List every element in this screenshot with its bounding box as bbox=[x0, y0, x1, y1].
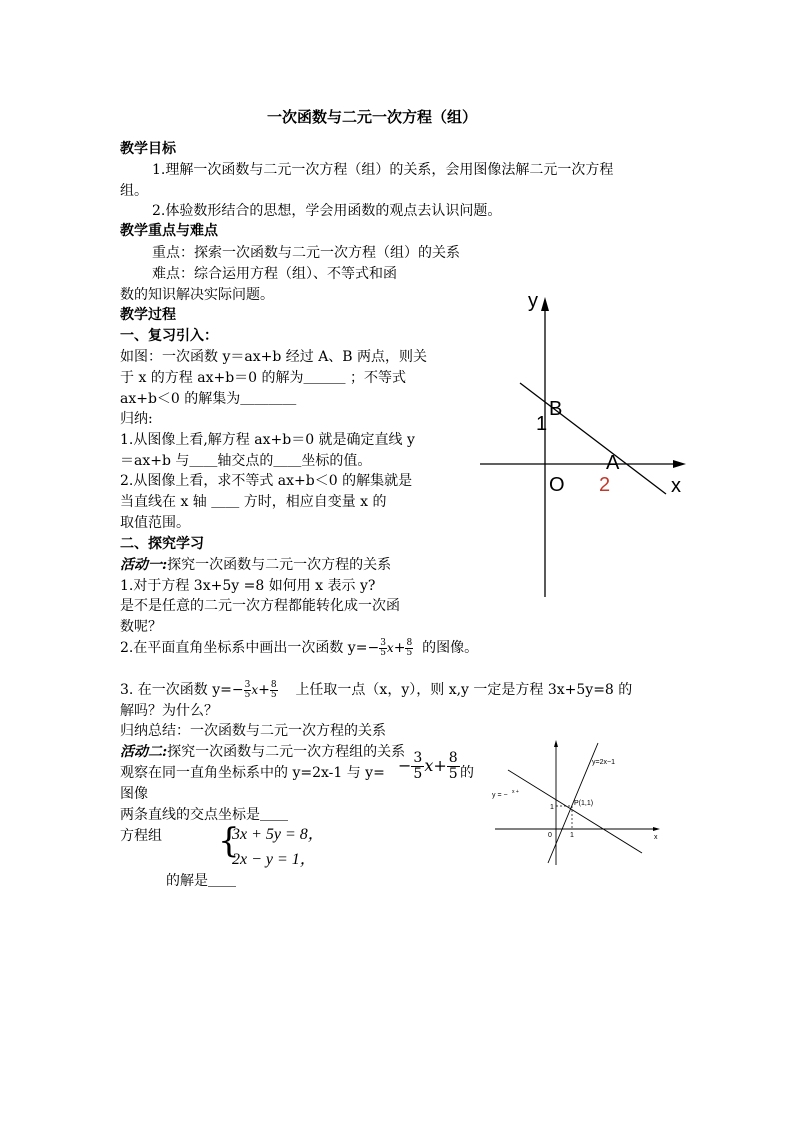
formula-fraction-8-5: $\frac{8}{5}$ bbox=[406, 637, 413, 658]
part1-heading: 一、复习引入： bbox=[120, 328, 218, 344]
keypoints-heading: 教学重点与难点 bbox=[120, 223, 218, 239]
summary-label: 归纳: bbox=[120, 411, 153, 427]
activity-2-label: 活动二: bbox=[120, 744, 168, 760]
question-1-b: 是不是任意的二元一次方程都能转化成一次函 bbox=[120, 598, 400, 614]
goals-heading: 教学目标 bbox=[120, 141, 176, 157]
difficult-point: 难点：综合运用方程（组）、不等式和函 bbox=[152, 266, 397, 282]
review-line-2: 于 x 的方程 ax+b＝0 的解为＿＿＿ ；不等式 bbox=[120, 370, 406, 386]
svg-text:x +: x + bbox=[512, 789, 519, 795]
tick-two-label: 2 bbox=[599, 474, 611, 496]
label-line-1: y=2x−1 bbox=[592, 759, 615, 766]
formula-fraction-8-5: $\frac{8}{5}$ bbox=[270, 679, 277, 700]
linear-graph-2 bbox=[490, 735, 665, 870]
question-2-text: 2.在平面直角坐标系中画出一次函数 y= bbox=[120, 640, 368, 656]
y-axis-arrow bbox=[541, 297, 549, 311]
tick-y-one: 1 bbox=[550, 804, 554, 811]
question-3-tail: 上任取一点（x，y），则 x,y 一定是方程 3x+5y=8 的 bbox=[295, 682, 633, 698]
part2-heading: 二、探究学习 bbox=[120, 536, 204, 552]
point-a-label: A bbox=[606, 452, 620, 474]
summary-2-cont2: 取值范围。 bbox=[120, 515, 190, 531]
question-1-c: 数呢？ bbox=[120, 619, 162, 635]
observe-line: 观察在同一直角坐标系中的 y=2x-1 与 y= bbox=[120, 765, 385, 781]
question-3-text: 3. 在一次函数 y= bbox=[120, 682, 232, 698]
summary-1-cont: ＝ax+b 与＿＿轴交点的＿＿坐标的值。 bbox=[120, 453, 372, 469]
activity-2-text: 探究一次函数与二元一次方程组的关系 bbox=[167, 744, 406, 760]
difficult-point-cont: 数的知识解决实际问题。 bbox=[120, 287, 274, 303]
summary-2-heading: 归纳总结：一次函数与二元一次方程的关系 bbox=[120, 723, 386, 739]
point-b-label: B bbox=[549, 398, 563, 420]
question-3 bbox=[120, 678, 632, 702]
question-1: 1.对于方程 3x+5y =8 如何用 x 表示 y? bbox=[120, 578, 376, 594]
equation-2: 2x − y = 1， bbox=[232, 851, 316, 868]
formula-x: x bbox=[386, 641, 394, 655]
point-p-label: P(1,1) bbox=[574, 800, 594, 807]
linear-graph-1 bbox=[470, 285, 700, 605]
summary-2-cont: 当直线在 x 轴 ＿＿ 方时，相应自变量 x 的 bbox=[120, 494, 387, 510]
label-line-2: y = − bbox=[492, 792, 508, 799]
activity-2 bbox=[120, 743, 405, 761]
observe-de: 的 bbox=[460, 765, 474, 781]
activity-1-label: 活动一: bbox=[120, 557, 168, 573]
tick-one-label: 1 bbox=[536, 413, 548, 435]
key-point: 重点：探索一次函数与二元一次方程（组）的关系 bbox=[152, 245, 460, 261]
formula-plus: + bbox=[393, 640, 406, 656]
formula-plus: + bbox=[258, 682, 270, 698]
line-y-neg35x-85 bbox=[508, 770, 642, 853]
equation-1: 3x + 5y = 8， bbox=[232, 826, 324, 843]
origin-label: O bbox=[549, 474, 565, 496]
x-axis-label: x bbox=[671, 475, 681, 497]
tick-x-one: 1 bbox=[570, 832, 574, 839]
summary-1: 1.从图像上看,解方程 ax+b＝0 就是确定直线 y bbox=[120, 432, 415, 448]
formula-neg: − bbox=[231, 682, 244, 698]
goal-item-1-cont: 组。 bbox=[120, 183, 148, 199]
question-2-tail: 的图像。 bbox=[422, 640, 479, 656]
formula-fraction-3-5: $\frac{3}{5}$ bbox=[244, 679, 251, 700]
process-heading: 教学过程 bbox=[120, 307, 176, 323]
observe-line-cont: 图像 bbox=[120, 786, 148, 802]
observe-formula: − $\frac{3}{5}$ x+ $\frac{8}{5}$ bbox=[398, 750, 458, 782]
intersection-question: 两条直线的交点坐标是＿＿ bbox=[120, 807, 288, 823]
formula-x: x bbox=[251, 683, 259, 697]
goal-item-2: 2.体验数形结合的思想，学会用函数的观点去认识问题。 bbox=[152, 203, 502, 219]
activity-1-text: 探究一次函数与二元一次方程的关系 bbox=[167, 557, 392, 573]
system-label: 方程组 bbox=[120, 828, 162, 844]
function-line bbox=[520, 383, 666, 494]
page-title: 一次函数与二元一次方程（组） bbox=[267, 108, 478, 126]
solution-question: 的解是＿＿ bbox=[166, 873, 236, 889]
formula-fraction-3-5: $\frac{3}{5}$ bbox=[380, 637, 386, 658]
y-axis-label: y bbox=[528, 290, 538, 312]
x-label: x bbox=[654, 834, 658, 841]
formula-neg: − bbox=[367, 640, 380, 656]
review-line-1: 如图：一次函数 y＝ax+b 经过 A、B 两点，则关 bbox=[120, 349, 428, 365]
question-2 bbox=[120, 636, 478, 660]
activity-1 bbox=[120, 556, 391, 574]
x-axis-arrow bbox=[673, 460, 686, 468]
review-line-3: ax+b＜0 的解集为＿＿＿＿ bbox=[120, 391, 297, 407]
summary-2: 2.从图像上看，求不等式 ax+b＜0 的解集就是 bbox=[120, 473, 413, 489]
goal-item-1: 1.理解一次函数与二元一次方程（组）的关系，会用图像法解二元一次方程 bbox=[152, 162, 614, 178]
question-3-b: 解吗？为什么？ bbox=[120, 703, 218, 719]
system-brace: { bbox=[218, 821, 240, 861]
origin-zero: 0 bbox=[548, 832, 552, 839]
